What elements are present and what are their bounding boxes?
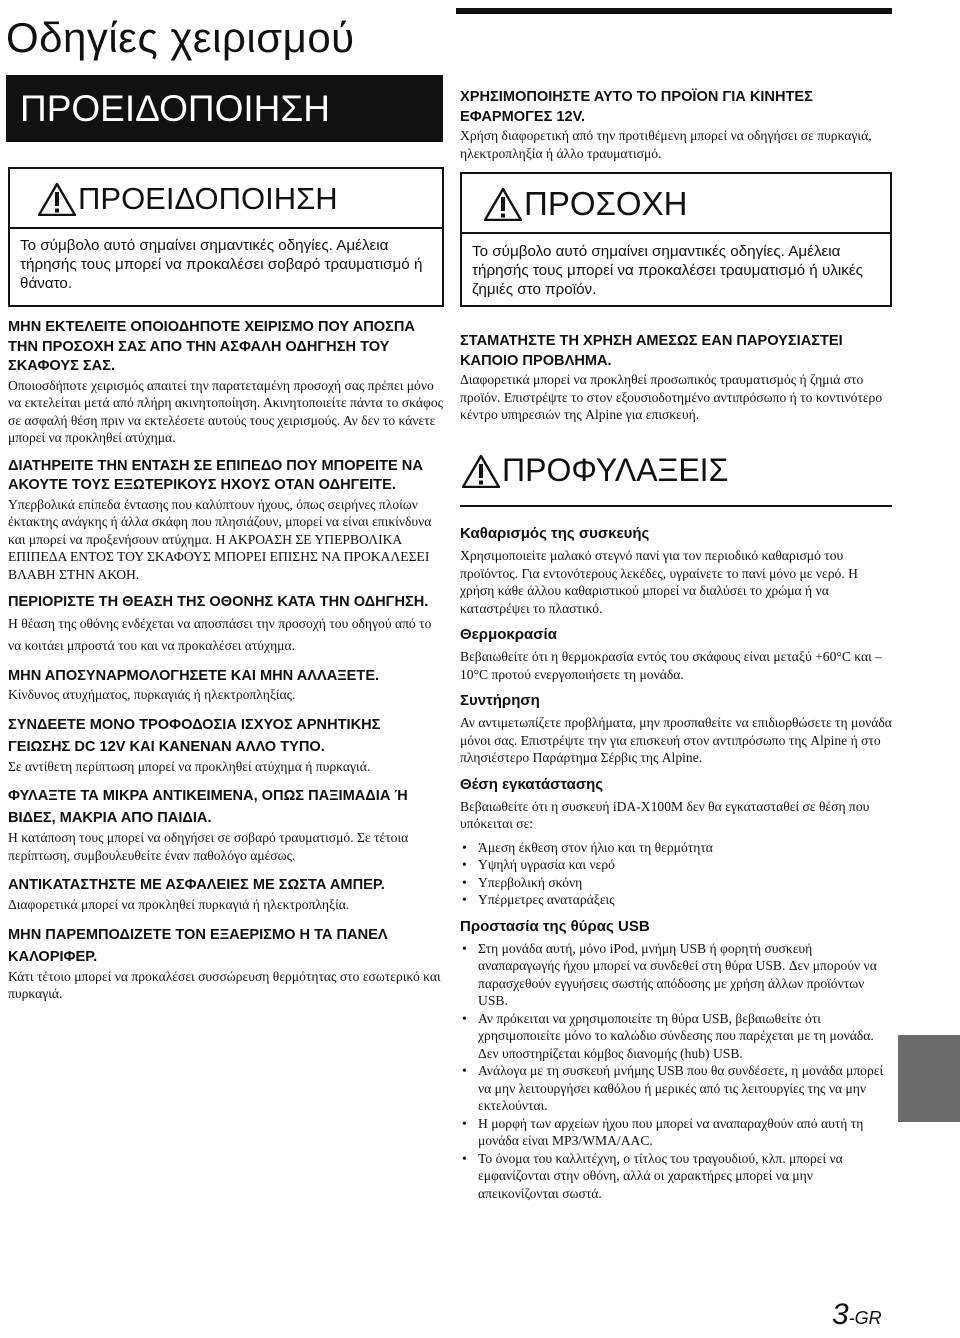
caution-box-header (462, 174, 890, 234)
page-title: Οδηγίες χειρισμού (6, 14, 355, 61)
section-disassembly (8, 667, 444, 704)
section-power (8, 714, 444, 776)
precautions-header (462, 452, 728, 489)
side-tab (898, 1035, 960, 1122)
section-volume (8, 457, 444, 584)
subsection-location (460, 775, 892, 909)
section-body: Διαφορετικά μπορεί να προκληθεί πυρκαγιά ή ηλεκτροπληξία. (8, 897, 350, 912)
precautions-content (460, 524, 892, 1202)
section-body: Οποιοσδήποτε χειρισμός απαιτεί την παρατεταμένη προσοχή σας πρέπει μόνο να εκτελείται μετά από πλήρη ακινητοποίηση. Ακινητοποιείτε πάντα το σκάφος σε ασφαλή θέση πριν να εκτελέσετε αυτούς τους χειρισμούς. Αν δεν το κάνετε μπορεί να προκληθεί ατύχημα. (8, 377, 444, 445)
section-body: Σε αντίθετη περίπτωση μπορεί να προκληθεί ατύχημα ή πυρκαγιά. (8, 758, 371, 774)
section-heading: ΣΥΝΔΕΕΤΕ ΜΟΝΟ ΤΡΟΦΟΔΟΣΙΑ ΙΣΧΥΟΣ ΑΡΝΗΤΙΚΗΣ ΓΕΙΩΣΗΣ DC 12V ΚΑΙ ΚΑΝΕΝΑΝ ΑΛΛΟ ΤΥΠΟ. (8, 716, 381, 755)
divider (10, 227, 442, 229)
location-list (460, 839, 892, 909)
subsection-heading: Συντήρηση (460, 692, 540, 709)
divider (462, 232, 890, 234)
warning-box-title: ΠΡΟΕΙΔΟΠΟΙΗΣΗ (78, 181, 338, 216)
list-item: • Ανάλογα με τη συσκευή μνήμης USB που θα συνδέσετε, η μονάδα μπορεί να μην λειτουργήσει καθόλου ή μερικές από τις λειτουργίες της να μην εκτελούνται. (478, 1062, 892, 1115)
warning-triangle-icon (38, 182, 76, 216)
list-item: • Αν πρόκειται να χρησιμοποιείτε τη θύρα USB, βεβαιωθείτε ότι χρησιμοποιείτε μόνο το καλώδιο σύνδεσης που παρέχεται με τη μονάδα. Δεν υποστηρίζεται κόμβος διανομής (hub) USB. (478, 1010, 892, 1063)
list-item: • Το όνομα του καλλιτέχνη, ο τίτλος του τραγουδιού, κλπ. μπορεί να εμφανίζονται στην οθόνη, αλλά οι χαρακτήρες μπορεί να μην απεικονίζονται σωστά. (478, 1150, 892, 1203)
subsection-usb (460, 917, 892, 1203)
precautions-title: ΠΡΟΦΥΛΑΞΕΙΣ (502, 452, 729, 488)
subsection-cleaning (460, 524, 892, 617)
caution-box (460, 172, 892, 307)
subsection-heading: Προστασία της θύρας USB (460, 917, 650, 935)
section-heading: ΔΙΑΤΗΡΕΙΤΕ ΤΗΝ ΕΝΤΑΣΗ ΣΕ ΕΠΙΠΕΔΟ ΠΟΥ ΜΠΟΡΕΙΤΕ ΝΑ ΑΚΟΥΤΕ ΤΟΥΣ ΕΞΩΤΕΡΙΚΟΥΣ ΗΧΟΥΣ ΟΤΑΝ ΟΔΗΓΕΙΤΕ. (8, 457, 423, 493)
section-body: Η κατάποση τους μπορεί να οδηγήσει σε σοβαρό τραυματισμό. Σε τέτοια περίπτωση, συμβουλευθείτε έναν παθολόγο αμέσως. (8, 830, 409, 863)
list-item: • Η μορφή των αρχείων ήχου που μπορεί να αναπαραχθούν από αυτή τη μονάδα είναι MP3/WMA/AAC. (478, 1115, 892, 1150)
left-column (8, 318, 444, 1003)
precautions-rule (460, 505, 892, 507)
subsection-temperature (460, 625, 892, 683)
section-heading: ΑΝΤΙΚΑΤΑΣΤΗΣΤΕ ΜΕ ΑΣΦΑΛΕΙΕΣ ΜΕ ΣΩΣΤΑ ΑΜΠΕΡ. (8, 877, 385, 893)
section-body: Η θέαση της οθόνης ενδέχεται να αποσπάσει την προσοχή του οδηγού από το να κοιτάει μπροστά του και να προκαλέσει ατύχημα. (8, 615, 432, 653)
list-item: • Υπερβολική σκόνη (478, 874, 892, 892)
section-heading: ΦΥΛΑΞΤΕ ΤΑ ΜΙΚΡΑ ΑΝΤΙΚΕΙΜΕΝΑ, ΟΠΩΣ ΠΑΞΙΜΑΔΙΑ Ή ΒΙΔΕΣ, ΜΑΚΡΙΑ ΑΠΟ ΠΑΙΔΙΑ. (8, 788, 408, 826)
section-heading: ΜΗΝ ΑΠΟΣΥΝΑΡΜΟΛΟΓΗΣΕΤΕ ΚΑΙ ΜΗΝ ΑΛΛΑΞΕΤΕ. (8, 667, 380, 684)
section-distraction (8, 318, 444, 447)
section-body: Κίνδυνος ατυχήματος, πυρκαγιάς ή ηλεκτροπληξίας. (8, 687, 296, 702)
section-heading: ΜΗΝ ΠΑΡΕΜΠΟΔΙΖΕΤΕ ΤΟΝ ΕΞΑΕΡΙΣΜΟ Η ΤΑ ΠΑΝΕΛ ΚΑΛΟΡΙΦΕΡ. (8, 926, 388, 965)
usb-list (460, 940, 892, 1203)
right-top-section (460, 88, 892, 162)
subsection-heading: Καθαρισμός της συσκευής (460, 525, 650, 542)
caution-box-text: Το σύμβολο αυτό σημαίνει σημαντικές οδηγίες. Αμέλεια τήρησής τους μπορεί να προκαλέσει τραυματισμό ή υλικές ζημιές στο προϊόν. (472, 243, 863, 298)
section-ventilation (8, 924, 444, 1003)
section-display (8, 593, 444, 657)
subsection-body: Χρησιμοποιείτε μαλακό στεγνό πανί για τον περιοδικό καθαρισμό του προϊόντος. Για εντονότερους λεκέδες, υγραίνετε το πανί μόνο με νερό. Η χρήση κάθε άλλου καθαριστικού μπορεί να διαλύσει το χρώμα ή να καταστρέψει το πλαστικό. (460, 548, 858, 616)
section-body: Χρήση διαφορετική από την προτιθέμενη μπορεί να οδηγήσει σε πυρκαγιά, ηλεκτροπληξία ή άλλο τραυματισμό. (460, 128, 872, 161)
list-item: • Στη μονάδα αυτή, μόνο iPod, μνήμη USB ή φορητή συσκευή αναπαραγωγής ήχου μπορεί να συνδεθεί στη θύρα USB. Δεν μπορούν να παρασχεθούν εγγυήσεις σωστής απόδοσης με χρήση άλλων προϊόντων USB. (478, 940, 892, 1010)
subsection-heading: Θέση εγκατάστασης (460, 775, 604, 793)
caution-box-title: ΠΡΟΣΟΧΗ (524, 185, 688, 222)
top-rule (456, 8, 892, 14)
warning-triangle-icon (484, 187, 522, 221)
section-body: Κάτι τέτοιο μπορεί να προκαλέσει συσσώρευση θερμότητας στο εσωτερικό και πυρκαγιά. (8, 968, 441, 1001)
warning-box (8, 167, 444, 307)
stop-section (460, 332, 892, 424)
subsection-body: Βεβαιωθείτε ότι η θερμοκρασία εντός του σκάφους είναι μεταξύ +60°C και –10°C προτού ενεργοποιήσετε τη μονάδα. (460, 649, 882, 682)
list-item: • Υψηλή υγρασία και νερό (478, 856, 892, 874)
page-suffix: -GR (848, 1308, 882, 1328)
section-fuses (8, 874, 444, 914)
list-item: • Άμεση έκθεση στον ήλιο και τη θερμότητα (478, 839, 892, 857)
section-heading: ΣΤΑΜΑΤΗΣΤΕ ΤΗ ΧΡΗΣΗ ΑΜΕΣΩΣ ΕΑΝ ΠΑΡΟΥΣΙΑΣΤΕΙ ΚΑΠΟΙΟ ΠΡΟΒΛΗΜΑ. (460, 333, 843, 369)
section-heading: ΧΡΗΣΙΜΟΠΟΙΗΣΤΕ ΑΥΤΟ ΤΟ ΠΡΟΪΟΝ ΓΙΑ ΚΙΝΗΤΕΣ ΕΦΑΡΜΟΓΕΣ 12V. (460, 89, 813, 125)
warning-triangle-icon (462, 454, 500, 488)
section-heading: ΜΗΝ ΕΚΤΕΛΕΙΤΕ ΟΠΟΙΟΔΗΠΟΤΕ ΧΕΙΡΙΣΜΟ ΠΟΥ ΑΠΟΣΠΑ ΤΗΝ ΠΡΟΣΟΧΗ ΣΑΣ ΑΠΟ ΤΗΝ ΑΣΦΑΛΗ ΟΔΗΓΗΣΗ ΤΟΥ ΣΚΑΦΟΥΣ ΣΑΣ. (8, 319, 415, 374)
subsection-heading: Θερμοκρασία (460, 626, 557, 643)
section-small-objects (8, 785, 444, 864)
section-heading: ΠΕΡΙΟΡΙΣΤΕ ΤΗ ΘΕΑΣΗ ΤΗΣ ΟΘΟΝΗΣ ΚΑΤΑ ΤΗΝ ΟΔΗΓΗΣΗ. (8, 594, 429, 610)
section-body: Υπερβολικά επίπεδα έντασης που καλύπτουν ήχους, όπως σειρήνες πλοίων έκτακτης ανάγκης ή άλλα σκάφη που πλησιάζουν, μπορεί να είναι επικίνδυνα και μπορεί να προξενήσουν ατύχημα. Η ΑΚΡΟΑΣΗ ΣΕ ΥΠΕΡΒΟΛΙΚΑ ΕΠΙΠΕΔΑ ΕΝΤΟΣ ΤΟΥ ΣΚΑΦΟΥΣ ΜΠΟΡΕΙ ΕΠΙΣΗΣ ΝΑ ΠΡΟΚΑΛΕΣΕΙ ΒΛΑΒΗ ΣΤΗΝ ΑΚΟΗ. (8, 496, 432, 582)
section-body: Διαφορετικά μπορεί να προκληθεί προσωπικός τραυματισμός ή ζημιά στο προϊόν. Επιστρέψτε το στον εξουσιοδοτημένο αντιπρόσωπο ή το κοντινότερο κέντρο υπηρεσιών της Alpine για επισκευή. (460, 372, 883, 422)
list-item: • Υπέρμετρες αναταράξεις (478, 891, 892, 909)
page-number (832, 1300, 882, 1333)
subsection-body: Βεβαιωθείτε ότι η συσκευή iDA-X100M δεν θα εγκατασταθεί σε θέση που υπόκειται σε: (460, 798, 870, 831)
warning-box-text: Το σύμβολο αυτό σημαίνει σημαντικές οδηγίες. Αμέλεια τήρησής τους μπορεί να προκαλέσει σοβαρό τραυματισμό ή θάνατο. (20, 237, 423, 292)
page-number-value: 3 (832, 1298, 849, 1331)
warning-box-header (10, 169, 442, 229)
subsection-maintenance (460, 691, 892, 767)
warning-banner: ΠΡΟΕΙΔΟΠΟΙΗΣΗ (6, 75, 443, 142)
subsection-body: Αν αντιμετωπίζετε προβλήματα, μην προσπαθείτε να επιδιορθώσετε τη μονάδα μόνοι σας. Επιστρέψτε την για επισκευή στον αντιπρόσωπο της Alpine ή στο πλησιέστερο Παράρτημα Σέρβις της Alpine. (460, 715, 892, 765)
